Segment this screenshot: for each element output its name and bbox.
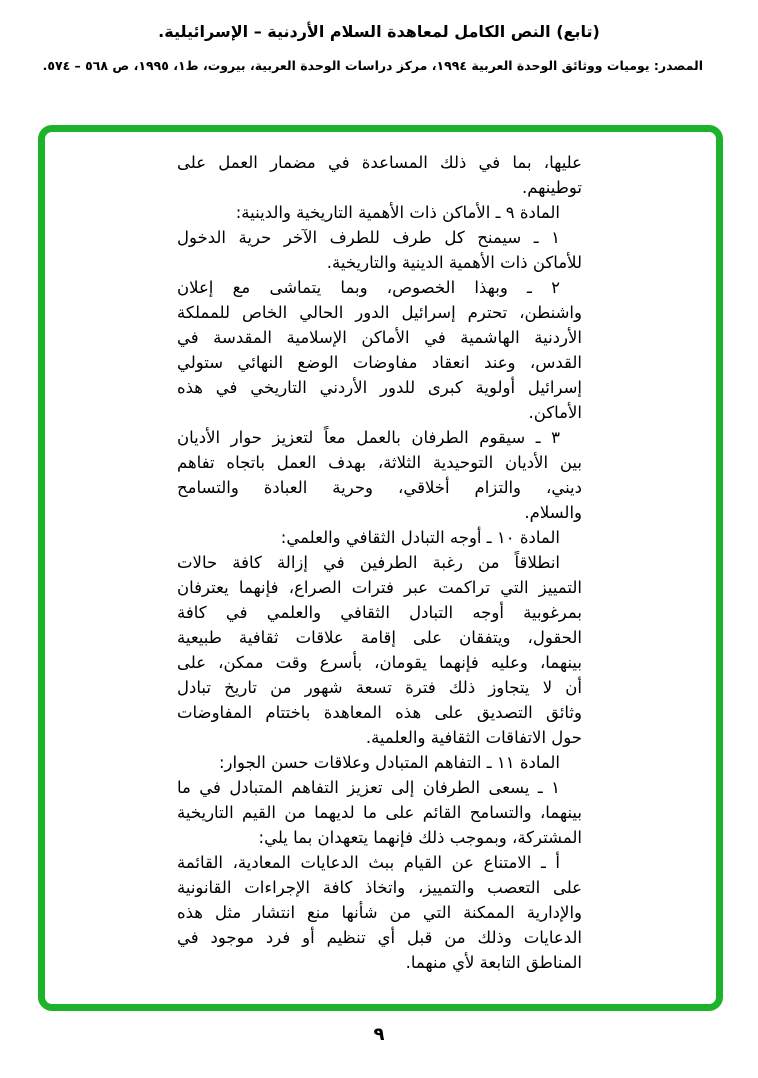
text-line: للأماكن ذات الأهمية الدينية والتاريخية. (326, 253, 582, 272)
document-source-line: المصدر: يوميات ووثائق الوحدة العربية ١٩٩٤، مركز دراسات الوحدة العربية، بيروت، ط١، ١٩٩٥، ص ٥٦٨ – ٥٧٤. (42, 58, 703, 73)
text-line: إسرائيل أولوية كبرى للدور الأردني التاريخي في هذه (177, 378, 582, 397)
text-line: ٢ ـ وبهذا الخصوص، وبما يتماشى مع إعلان (177, 278, 560, 297)
text-line: القدس، وعند انعقاد مفاوضات الوضع النهائي ستولي (177, 353, 582, 372)
text-line: بينهما، والتسامح القائم على ما لديهما من القيم التاريخية (177, 803, 582, 822)
text-line: ديني، والتزام أخلاقي، وحرية العبادة والتسامح (177, 478, 582, 497)
text-line: ١ ـ سيمنح كل طرف للطرف الآخر حرية الدخول (177, 228, 560, 247)
text-line: أ ـ الامتناع عن القيام ببث الدعايات المعادية، القائمة (177, 853, 560, 872)
article-10-heading: المادة ١٠ ـ أوجه التبادل الثقافي والعلمي: (280, 528, 560, 547)
treaty-text-column (177, 150, 582, 975)
text-line: أن لا يتجاوز ذلك فترة تسعة شهور من تاريخ تبادل (177, 678, 582, 697)
text-line: حول الاتفاقات الثقافية والعلمية. (365, 728, 582, 747)
text-line: وثائق التصديق على هذه المعاهدة باختتام المفاوضات (177, 703, 582, 722)
text-line: توطينهم. (521, 178, 582, 197)
text-line: والإدارية الممكنة التي من شأنها منع انتشار مثل هذه (177, 903, 582, 922)
document-title: (تابع) النص الكامل لمعاهدة السلام الأردنية – الإسرائيلية. (158, 22, 600, 41)
article-9-heading: المادة ٩ ـ الأماكن ذات الأهمية التاريخية والدينية: (235, 203, 560, 222)
text-line: الحقول، ويتفقان على إقامة علاقات ثقافية طبيعية (177, 628, 582, 647)
text-line: الأردنية الهاشمية في الأماكن الإسلامية المقدسة في (177, 328, 582, 347)
text-line: الأماكن. (528, 403, 582, 422)
text-line: واشنطن، تحترم إسرائيل الدور الحالي الخاص للمملكة (177, 303, 582, 322)
text-line: التمييز التي تراكمت عبر فترات الصراع، فإنهما يعترفان (177, 578, 582, 597)
text-line: الدعايات وذلك من قبل أي تنظيم أو فرد موجود في (177, 928, 582, 947)
text-line: بمرغوبية أوجه التبادل الثقافي والعلمي في كافة (177, 603, 582, 622)
text-line: على التعصب والتمييز، واتخاذ كافة الإجراءات القانونية (177, 878, 582, 897)
text-line: المشتركة، وبموجب ذلك فإنهما يتعهدان بما يلي: (258, 828, 582, 847)
text-line: بينهما، وعليه فإنهما يقومان، بأسرع وقت ممكن، على (177, 653, 582, 672)
text-line: والسلام. (524, 503, 582, 522)
text-line: انطلاقاً من رغبة الطرفين في إزالة كافة حالات (177, 553, 560, 572)
text-line: المناطق التابعة لأي منهما. (405, 953, 582, 972)
text-line: بين الأديان التوحيدية الثلاثة، بهدف العمل باتجاه تفاهم (177, 453, 582, 472)
text-line: ١ ـ يسعى الطرفان إلى تعزيز التفاهم المتبادل في ما (177, 778, 560, 797)
text-line: ٣ ـ سيقوم الطرفان بالعمل معاً لتعزيز حوار الأديان (177, 428, 560, 447)
page-number: ٩ (373, 1024, 385, 1045)
text-line: عليها، بما في ذلك المساعدة في مضمار العمل على (177, 153, 582, 172)
article-11-heading: المادة ١١ ـ التفاهم المتبادل وعلاقات حسن الجوار: (218, 753, 560, 772)
